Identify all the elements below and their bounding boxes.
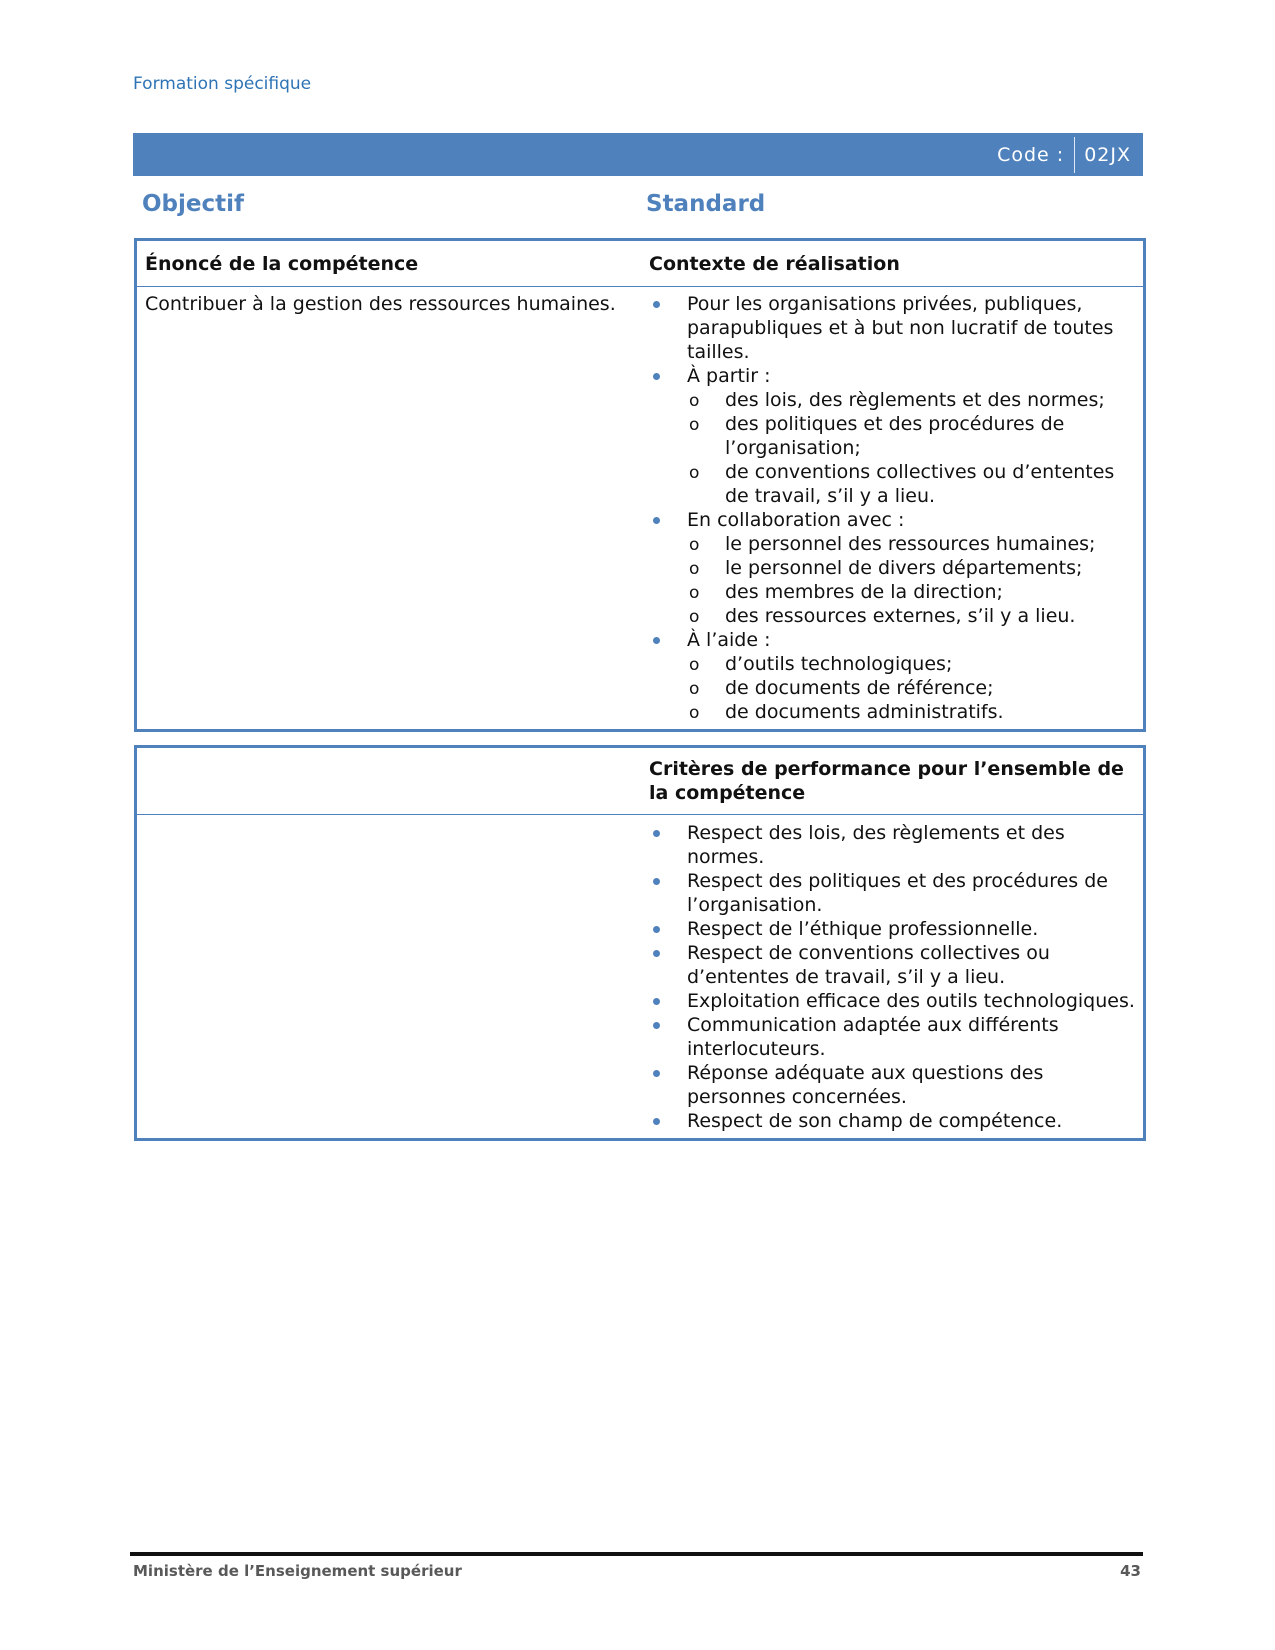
criteria-item (649, 821, 1135, 869)
circle-bullet-icon: o (689, 607, 700, 627)
code-value: 02JX (1084, 143, 1131, 166)
circle-bullet-icon: o (689, 535, 700, 555)
criteria-header: Critères de performance pour l’ensemble de la compétence (649, 758, 1124, 804)
criteria-list-cell (639, 821, 1143, 1133)
contexte-subitem-text: des membres de la direction; (725, 581, 1003, 603)
contexte-item-text: En collaboration avec : (687, 509, 905, 531)
contexte-subitem-text: de conventions collectives ou d’ententes de travail, s’il y a lieu. (725, 461, 1115, 507)
contexte-subitem (687, 676, 1135, 700)
circle-bullet-icon: o (689, 583, 700, 603)
criteria-item (649, 1013, 1135, 1061)
contexte-sublist (687, 652, 1135, 724)
circle-bullet-icon: o (689, 559, 700, 579)
contexte-subitem (687, 460, 1135, 508)
bullet-icon (653, 1118, 660, 1125)
contexte-item (649, 364, 1135, 508)
bullet-icon (653, 373, 660, 380)
footer-ministry: Ministère de l’Enseignement supérieur (133, 1562, 462, 1580)
contexte-subitem-text: de documents administratifs. (725, 701, 1004, 723)
code-label: Code : (997, 143, 1065, 166)
bullet-icon (653, 998, 660, 1005)
bullet-icon (653, 637, 660, 644)
running-header: Formation spécifique (133, 74, 312, 94)
circle-bullet-icon: o (689, 655, 700, 675)
contexte-subitem-text: des lois, des règlements et des normes; (725, 389, 1105, 411)
criteria-table-body (137, 815, 1143, 1138)
enonce-header: Énoncé de la compétence (145, 252, 419, 275)
bullet-icon (653, 950, 660, 957)
standard-heading: Standard (646, 191, 766, 217)
bullet-icon (653, 1070, 660, 1077)
criteria-item (649, 869, 1135, 917)
contexte-item (649, 508, 1135, 628)
criteria-list (649, 821, 1135, 1133)
bullet-icon (653, 830, 660, 837)
criteria-item-text: Respect de l’éthique professionnelle. (687, 918, 1039, 940)
criteria-item (649, 1061, 1135, 1109)
enonce-text: Contribuer à la gestion des ressources humaines. (145, 293, 616, 315)
contexte-subitem (687, 604, 1135, 628)
contexte-item-text: À partir : (687, 365, 771, 387)
contexte-subitem-text: le personnel des ressources humaines; (725, 533, 1096, 555)
criteria-empty-cell (137, 821, 639, 1133)
criteria-table-header (137, 748, 1143, 815)
criteria-item (649, 941, 1135, 989)
criteria-item (649, 989, 1135, 1013)
contexte-sublist (687, 388, 1135, 508)
criteria-item (649, 1109, 1135, 1133)
criteria-table (134, 745, 1146, 1141)
objectif-heading: Objectif (142, 191, 245, 217)
contexte-item (649, 292, 1135, 364)
bullet-icon (653, 1022, 660, 1029)
circle-bullet-icon: o (689, 415, 700, 435)
contexte-sublist (687, 532, 1135, 628)
competence-table (134, 238, 1146, 732)
contexte-subitem (687, 388, 1135, 412)
code-bar (133, 133, 1143, 176)
contexte-subitem-text: d’outils technologiques; (725, 653, 953, 675)
criteria-item-text: Respect des politiques et des procédures de l’organisation. (687, 870, 1108, 916)
contexte-item-text: À l’aide : (687, 629, 771, 651)
criteria-item-text: Réponse adéquate aux questions des personnes concernées. (687, 1062, 1044, 1108)
circle-bullet-icon: o (689, 391, 700, 411)
contexte-item-text: Pour les organisations privées, publiques, parapubliques et à but non lucratif de toutes tailles. (687, 293, 1114, 363)
circle-bullet-icon: o (689, 463, 700, 483)
contexte-subitem (687, 700, 1135, 724)
contexte-subitem-text: le personnel de divers départements; (725, 557, 1083, 579)
contexte-list (649, 292, 1135, 724)
criteria-item-text: Respect de son champ de compétence. (687, 1110, 1063, 1132)
page-number: 43 (1120, 1562, 1141, 1580)
footer-rule (130, 1552, 1143, 1556)
competence-table-header (137, 241, 1143, 287)
circle-bullet-icon: o (689, 679, 700, 699)
criteria-item-text: Communication adaptée aux différents interlocuteurs. (687, 1014, 1059, 1060)
contexte-header: Contexte de réalisation (649, 252, 900, 275)
contexte-subitem (687, 532, 1135, 556)
criteria-item-text: Respect de conventions collectives ou d’ententes de travail, s’il y a lieu. (687, 942, 1050, 988)
criteria-item (649, 917, 1135, 941)
contexte-subitem (687, 412, 1135, 460)
bullet-icon (653, 878, 660, 885)
contexte-subitem (687, 652, 1135, 676)
contexte-subitem-text: des politiques et des procédures de l’organisation; (725, 413, 1065, 459)
criteria-item-text: Respect des lois, des règlements et des normes. (687, 822, 1065, 868)
circle-bullet-icon: o (689, 703, 700, 723)
bullet-icon (653, 926, 660, 933)
contexte-subitem (687, 556, 1135, 580)
competence-table-body (137, 287, 1143, 729)
bullet-icon (653, 301, 660, 308)
contexte-item (649, 628, 1135, 724)
contexte-list-cell (639, 292, 1143, 724)
contexte-subitem (687, 580, 1135, 604)
criteria-item-text: Exploitation efficace des outils technologiques. (687, 990, 1135, 1012)
contexte-subitem-text: de documents de référence; (725, 677, 994, 699)
bullet-icon (653, 517, 660, 524)
contexte-subitem-text: des ressources externes, s’il y a lieu. (725, 605, 1076, 627)
